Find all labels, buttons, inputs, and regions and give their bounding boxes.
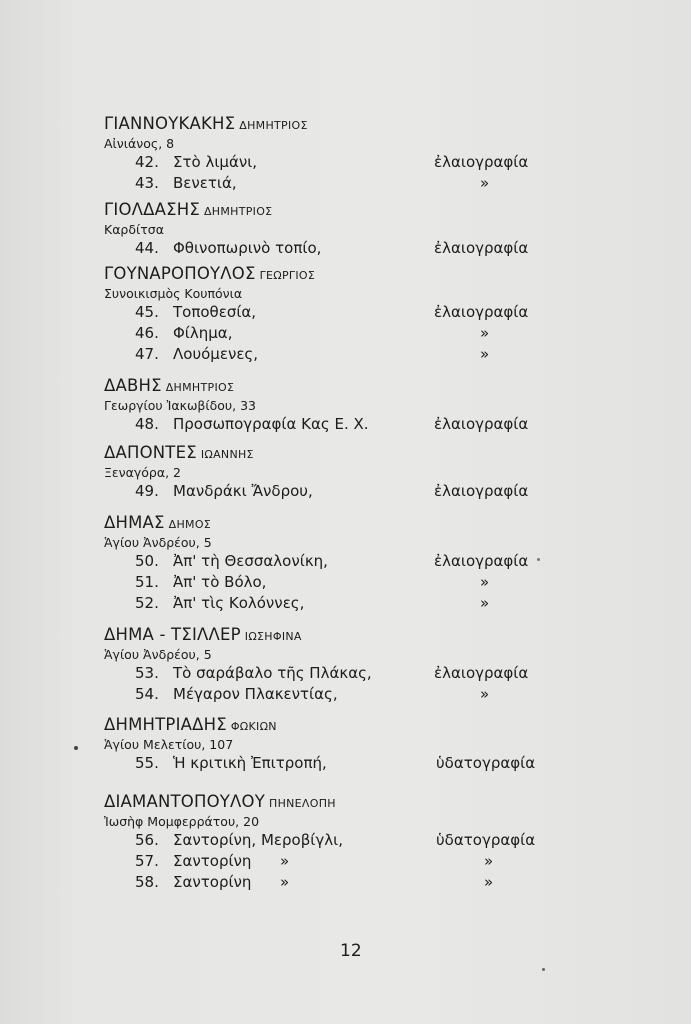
- artwork-medium-ditto: »: [480, 594, 490, 612]
- artwork-number: 51.: [135, 573, 159, 591]
- artwork-title: Τοποθεσία,: [173, 303, 257, 321]
- artwork-number: 57.: [135, 852, 159, 870]
- artwork-row: [104, 302, 564, 323]
- artwork-medium: ἐλαιογραφία: [434, 239, 529, 257]
- artist-name: [104, 714, 564, 736]
- artist-surname: ΓΟΥΝΑΡΟΠΟΥΛΟΣ: [104, 264, 256, 283]
- artwork-medium: ἐλαιογραφία: [434, 664, 529, 682]
- artwork-number: 49.: [135, 482, 159, 500]
- artist-surname: ΔΗΜΑ - ΤΣΙΛΛΕΡ: [104, 625, 241, 644]
- artist-address: Ἁγίου Ἀνδρέου, 5: [104, 535, 212, 550]
- artwork-medium: ἐλαιογραφία: [434, 482, 529, 500]
- artwork-row: [104, 344, 564, 365]
- artwork-number: 44.: [135, 239, 159, 257]
- artwork-title: Στὸ λιμάνι,: [173, 153, 258, 171]
- artist-surname: ΔΑΠΟΝΤΕΣ: [104, 443, 197, 462]
- artist-entry: [104, 113, 564, 194]
- artwork-medium-ditto: »: [480, 174, 490, 192]
- artist-entry: [104, 624, 564, 705]
- artwork-row: [104, 872, 564, 893]
- artist-surname: ΓΙΟΛΔΑΣΗΣ: [104, 200, 200, 219]
- artwork-row: [104, 851, 564, 872]
- artist-surname: ΔΑΒΗΣ: [104, 376, 162, 395]
- artwork-number: 46.: [135, 324, 159, 342]
- artwork-medium-ditto: »: [484, 852, 494, 870]
- artist-address: Αἰνιάνος, 8: [104, 136, 175, 151]
- artist-address: Ἁγίου Ἀνδρέου, 5: [104, 647, 212, 662]
- artwork-number: 48.: [135, 415, 159, 433]
- artwork-number: 50.: [135, 552, 159, 570]
- artwork-title: Φθινοπωρινὸ τοπίο,: [173, 239, 322, 257]
- artwork-medium-ditto: »: [480, 345, 490, 363]
- artwork-row: [104, 173, 564, 194]
- artist-address: Ἁγίου Μελετίου, 107: [104, 737, 234, 752]
- artwork-row: [104, 152, 564, 173]
- artist-given-name: ΙΩΣΗΦΙΝΑ: [244, 630, 302, 643]
- artwork-title: Ἀπ' τὸ Βόλο,: [173, 573, 267, 591]
- artwork-row: [104, 414, 564, 435]
- artwork-row: [104, 572, 564, 593]
- artist-address: Γεωργίου Ἰακωβίδου, 33: [104, 398, 257, 413]
- artwork-number: 58.: [135, 873, 159, 891]
- page-number: 12: [340, 941, 362, 961]
- ink-speck: [537, 558, 540, 561]
- artwork-number: 47.: [135, 345, 159, 363]
- artist-entry: [104, 375, 564, 435]
- artist-given-name: ΙΩΑΝΝΗΣ: [200, 448, 254, 461]
- artist-name: [104, 791, 564, 813]
- ink-speck: [542, 968, 545, 971]
- artwork-title: Λουόμενες,: [173, 345, 259, 363]
- artwork-medium: ἐλαιογραφία: [434, 552, 529, 570]
- artist-given-name: ΠΗΝΕΛΟΠΗ: [269, 797, 336, 810]
- artist-name: [104, 624, 564, 646]
- artist-name: [104, 113, 564, 135]
- artwork-title: Μέγαρον Πλακεντίας,: [173, 685, 338, 703]
- artist-surname: ΔΙΑΜΑΝΤΟΠΟΥΛΟΥ: [104, 792, 266, 811]
- artwork-number: 52.: [135, 594, 159, 612]
- artist-address: Συνοικισμὸς Κουπόνια: [104, 286, 243, 301]
- artwork-number: 56.: [135, 831, 159, 849]
- artist-given-name: ΔΗΜΗΤΡΙΟΣ: [165, 381, 235, 394]
- artist-name: [104, 442, 564, 464]
- artwork-number: 45.: [135, 303, 159, 321]
- artist-given-name: ΔΗΜΗΤΡΙΟΣ: [239, 119, 308, 132]
- ink-speck: [74, 746, 78, 750]
- artwork-row: [104, 830, 564, 851]
- artwork-title: Φίλημα,: [173, 324, 233, 342]
- artwork-title: Μανδράκι Ἄνδρου,: [173, 482, 313, 500]
- artwork-medium: ὑδατογραφία: [436, 831, 536, 849]
- artist-entry: [104, 791, 564, 893]
- artwork-title: Τὸ σαράβαλο τῆς Πλάκας,: [173, 664, 372, 682]
- artwork-title: Βενετιά,: [173, 174, 237, 192]
- artist-address: Καρδίτσα: [104, 222, 164, 237]
- artist-entry: [104, 263, 564, 365]
- artwork-title: Σαντορίνη »: [173, 852, 290, 870]
- artwork-medium: ἐλαιογραφία: [434, 415, 529, 433]
- artwork-row: [104, 593, 564, 614]
- artwork-medium-ditto: »: [480, 685, 490, 703]
- artwork-medium: ὑδατογραφία: [436, 754, 536, 772]
- artist-given-name: ΓΕΩΡΓΙΟΣ: [259, 269, 316, 282]
- artist-entry: [104, 512, 564, 614]
- artwork-row: [104, 323, 564, 344]
- artwork-medium-ditto: »: [480, 324, 490, 342]
- artwork-row: [104, 663, 564, 684]
- artist-name: [104, 199, 564, 221]
- artwork-number: 53.: [135, 664, 159, 682]
- artwork-row: [104, 481, 564, 502]
- artwork-medium-ditto: »: [484, 873, 494, 891]
- artwork-row: [104, 238, 564, 259]
- artwork-title: Ἀπ' τὶς Κολόννες,: [173, 594, 305, 612]
- artwork-row: [104, 551, 564, 572]
- artwork-row: [104, 684, 564, 705]
- artwork-number: 42.: [135, 153, 159, 171]
- artist-name: [104, 375, 564, 397]
- artist-name: [104, 263, 564, 285]
- artist-entry: [104, 199, 564, 259]
- artwork-title: Προσωπογραφία Κας Ε. Χ.: [173, 415, 369, 433]
- artwork-medium: ἐλαιογραφία: [434, 153, 529, 171]
- artwork-title: Ἀπ' τὴ Θεσσαλονίκη,: [173, 552, 328, 570]
- artist-given-name: ΔΗΜΟΣ: [168, 518, 212, 531]
- artist-name: [104, 512, 564, 534]
- artist-address: Ξεναγόρα, 2: [104, 465, 181, 480]
- artist-given-name: ΔΗΜΗΤΡΙΟΣ: [203, 205, 273, 218]
- artwork-number: 54.: [135, 685, 159, 703]
- artist-surname: ΔΗΜΑΣ: [104, 513, 165, 532]
- artist-given-name: ΦΩΚΙΩΝ: [230, 720, 277, 733]
- artwork-row: [104, 753, 564, 774]
- artist-entry: [104, 714, 564, 774]
- artwork-medium-ditto: »: [480, 573, 490, 591]
- artwork-title: Σαντορίνη »: [173, 873, 290, 891]
- artist-surname: ΔΗΜΗΤΡΙΑΔΗΣ: [104, 715, 227, 734]
- artwork-number: 55.: [135, 754, 159, 772]
- artwork-number: 43.: [135, 174, 159, 192]
- artwork-title: Ἡ κριτικὴ Ἐπιτροπή,: [173, 754, 327, 772]
- artist-entry: [104, 442, 564, 502]
- artwork-title: Σαντορίνη, Μεροβίγλι,: [173, 831, 343, 849]
- artwork-medium: ἐλαιογραφία: [434, 303, 529, 321]
- artist-surname: ΓΙΑΝΝΟΥΚΑΚΗΣ: [104, 114, 236, 133]
- artist-address: Ἰωσὴφ Μομφερράτου, 20: [104, 814, 260, 829]
